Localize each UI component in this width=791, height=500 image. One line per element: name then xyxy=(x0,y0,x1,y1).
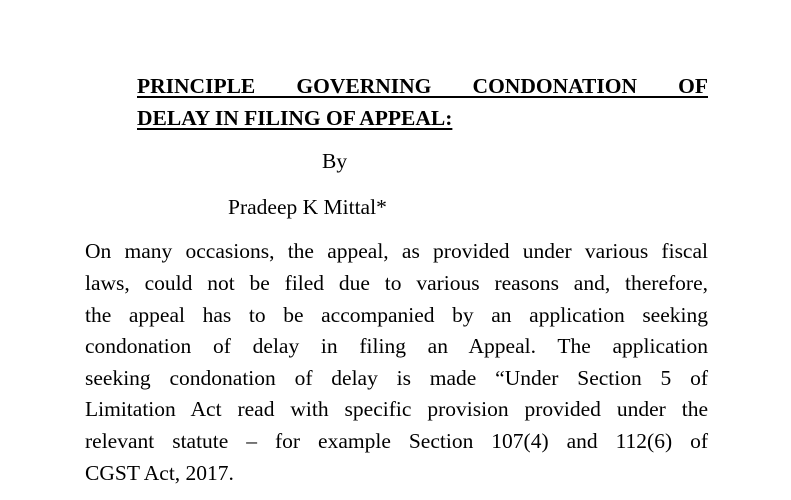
paragraph-line: laws, could not be filed due to various reasons and, therefore, xyxy=(85,271,708,295)
author-name: Pradeep K Mittal* xyxy=(228,195,387,219)
paragraph-line: seeking condonation of delay is made “Under Section 5 of xyxy=(85,366,708,390)
byline-label: By xyxy=(322,149,348,173)
paragraph-line: Limitation Act read with specific provision provided under the xyxy=(85,397,708,421)
paragraph-line: the appeal has to be accompanied by an application seeking xyxy=(85,303,708,327)
title-line-1: PRINCIPLE GOVERNING CONDONATION OF xyxy=(137,74,708,98)
paragraph-line: On many occasions, the appeal, as provided under various fiscal xyxy=(85,239,708,263)
paragraph-line: condonation of delay in filing an Appeal. The application xyxy=(85,334,708,358)
title-line-2: DELAY IN FILING OF APPEAL: xyxy=(137,106,453,130)
paragraph-line: relevant statute – for example Section 107(4) and 112(6) of xyxy=(85,429,708,453)
paragraph-line: CGST Act, 2017. xyxy=(85,461,234,485)
